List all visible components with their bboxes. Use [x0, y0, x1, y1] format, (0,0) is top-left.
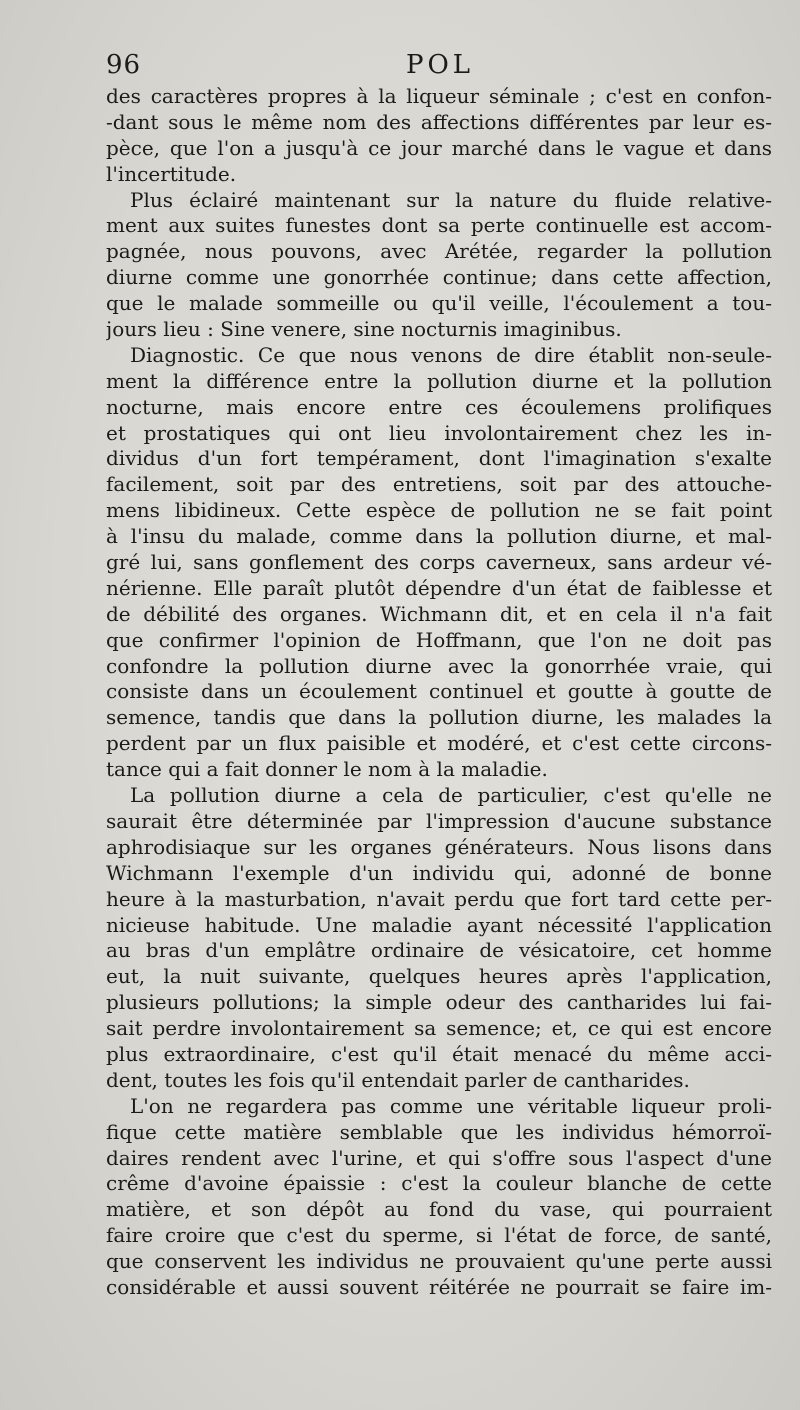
text-line: sait perdre involontairement sa semence; et, ce qui est encore	[106, 1016, 772, 1041]
text-line: daires rendent avec l'urine, et qui s'offre sous l'aspect d'une	[106, 1145, 772, 1170]
text-line: tance qui a fait donner le nom à la maladie.	[106, 757, 548, 782]
text-line: Diagnostic. Ce que nous venons de dire établit non-seule-	[130, 342, 772, 367]
text-line: L'on ne regardera pas comme une véritable liqueur proli-	[130, 1093, 772, 1118]
text-line: saurait être déterminée par l'impression d'aucune substance	[106, 808, 772, 833]
text-line: eut, la nuit suivante, quelques heures après l'application,	[106, 964, 772, 989]
text-line: crême d'avoine épaissie : c'est la couleur blanche de cette	[106, 1171, 772, 1196]
text-line: gré lui, sans gonflement des corps caverneux, sans ardeur vé-	[106, 550, 772, 575]
page-header	[106, 50, 774, 86]
text-line: Wichmann l'exemple d'un individu qui, adonné de bonne	[106, 860, 772, 885]
text-line: plusieurs pollutions; la simple odeur des cantharides lui fai-	[106, 990, 772, 1015]
text-line: nérienne. Elle paraît plutôt dépendre d'un état de faiblesse et	[106, 575, 772, 600]
text-line: jours lieu : Sine venere, sine nocturnis imaginibus.	[106, 317, 622, 342]
text-line: pagnée, nous pouvons, avec Arétée, regarder la pollution	[106, 239, 772, 264]
text-line: que le malade sommeille ou qu'il veille, l'écoulement a tou-	[106, 291, 772, 316]
text-line: que conservent les individus ne prouvaient qu'une perte aussi	[106, 1249, 772, 1274]
text-line: et prostatiques qui ont lieu involontairement chez les in-	[106, 420, 772, 445]
running-head: POL	[405, 50, 475, 80]
text-line: dividus d'un fort tempérament, dont l'imagination s'exalte	[106, 446, 772, 471]
text-line: mens libidineux. Cette espèce de pollution ne se fait point	[106, 498, 772, 523]
text-line: confondre la pollution diurne avec la gonorrhée vraie, qui	[106, 653, 772, 678]
text-line: Plus éclairé maintenant sur la nature du fluide relative-	[130, 187, 772, 212]
page-number: 96	[106, 50, 142, 80]
text-line: que confirmer l'opinion de Hoffmann, que l'on ne doit pas	[106, 627, 772, 652]
text-line: l'incertitude.	[106, 161, 237, 186]
text-line: semence, tandis que dans la pollution diurne, les malades la	[106, 705, 772, 730]
text-line: aphrodisiaque sur les organes générateurs. Nous lisons dans	[106, 834, 772, 859]
text-line: pèce, que l'on a jusqu'à ce jour marché dans le vague et dans	[106, 135, 772, 160]
text-line: fique cette matière semblable que les individus hémorroï-	[106, 1119, 772, 1144]
text-line: faire croire que c'est du sperme, si l'état de force, de santé,	[106, 1223, 772, 1248]
text-line: facilement, soit par des entretiens, soit par des attouche-	[106, 472, 772, 497]
text-line: consiste dans un écoulement continuel et goutte à goutte de	[106, 679, 772, 704]
text-line: dent, toutes les fois qu'il entendait parler de cantharides.	[106, 1067, 690, 1092]
text-line: au bras d'un emplâtre ordinaire de vésicatoire, cet homme	[106, 938, 772, 963]
text-line: considérable et aussi souvent réitérée ne pourrait se faire im-	[106, 1274, 772, 1299]
body-text	[106, 84, 772, 1301]
text-line: heure à la masturbation, n'avait perdu que fort tard cette per-	[106, 886, 772, 911]
text-line: diurne comme une gonorrhée continue; dans cette affection,	[106, 265, 772, 290]
text-line: des caractères propres à la liqueur séminale ; c'est en confon-	[106, 84, 772, 108]
text-line: plus extraordinaire, c'est qu'il était menacé du même acci-	[106, 1041, 772, 1066]
text-line: La pollution diurne a cela de particulier, c'est qu'elle ne	[130, 783, 772, 808]
text-line: -dant sous le même nom des affections différentes par leur es-	[106, 109, 772, 134]
text-line: matière, et son dépôt au fond du vase, qui pourraient	[106, 1197, 772, 1222]
text-line: à l'insu du malade, comme dans la pollution diurne, et mal-	[106, 524, 772, 549]
text-line: ment aux suites funestes dont sa perte continuelle est accom-	[106, 213, 772, 238]
text-line: nicieuse habitude. Une maladie ayant nécessité l'application	[106, 912, 772, 937]
text-line: nocturne, mais encore entre ces écoulemens prolifiques	[106, 394, 772, 419]
text-line: perdent par un flux paisible et modéré, et c'est cette circons-	[106, 731, 772, 756]
text-line: de débilité des organes. Wichmann dit, et en cela il n'a fait	[106, 601, 772, 626]
text-line: ment la différence entre la pollution diurne et la pollution	[106, 368, 772, 393]
